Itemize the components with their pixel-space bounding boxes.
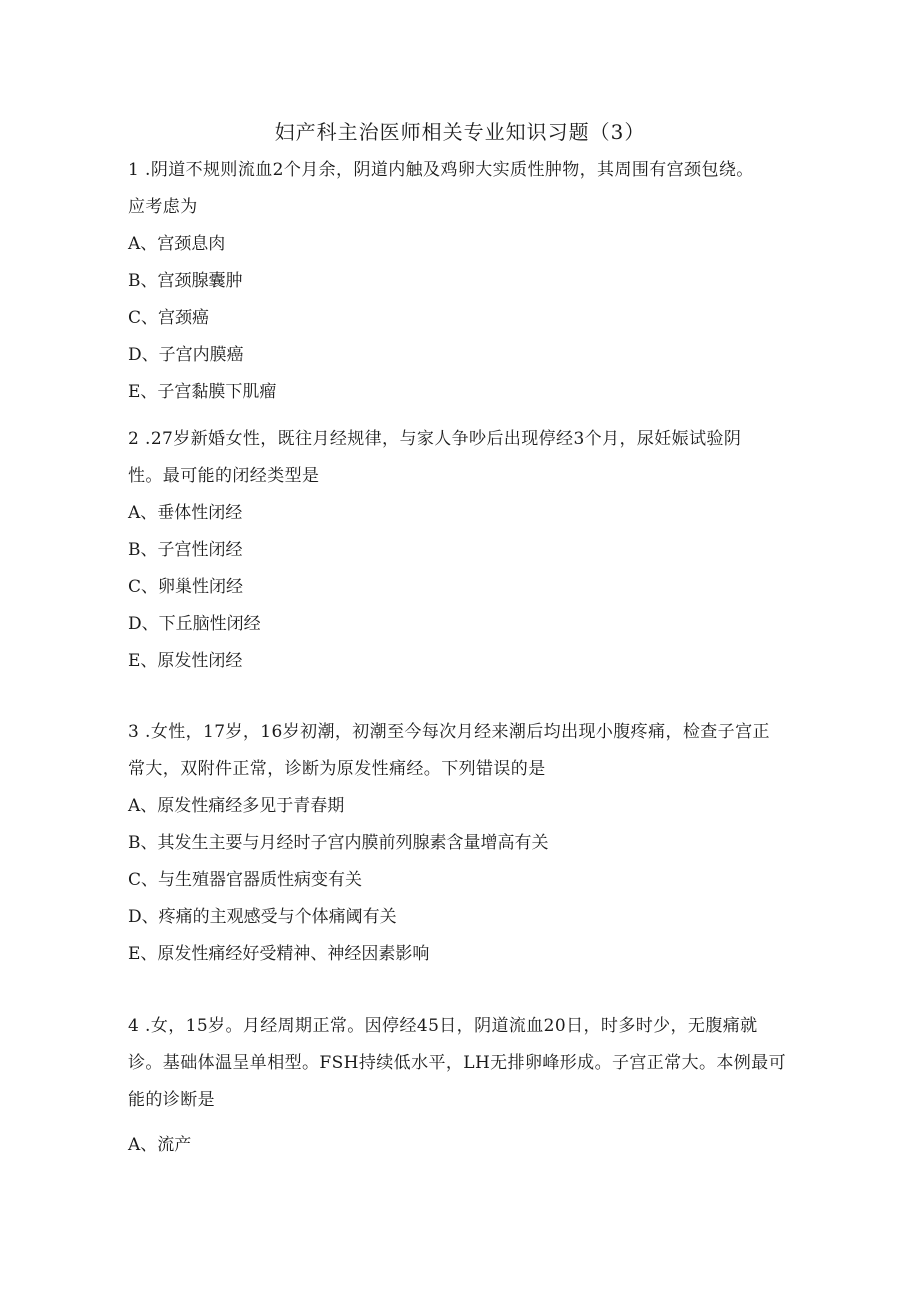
- stem-line: 应考虑为: [128, 197, 198, 217]
- option-d: D、下丘脑性闭经: [128, 614, 261, 634]
- stem-line: 性。最可能的闭经类型是: [128, 466, 320, 486]
- option-d: D、疼痛的主观感受与个体痛阈有关: [128, 907, 397, 927]
- question-stem: [128, 714, 808, 788]
- stem-line: 诊。基础体温呈单相型。FSH持续低水平，LH无排卵峰形成。子宫正常大。本例最可: [128, 1053, 786, 1073]
- option-a: A、宫颈息肉: [128, 234, 226, 254]
- option-b: B、宫颈腺囊肿: [128, 271, 243, 291]
- option-e: E、子宫黏膜下肌瘤: [128, 382, 277, 402]
- option-b: B、子宫性闭经: [128, 540, 243, 560]
- stem-line: 常大，双附件正常，诊断为原发性痛经。下列错误的是: [128, 759, 546, 779]
- stem-line: 能的诊断是: [128, 1090, 215, 1110]
- option-a: A、原发性痛经多见于青春期: [128, 796, 345, 816]
- option-d: D、子宫内膜癌: [128, 345, 244, 365]
- stem-line: 2 .27岁新婚女性，既往月经规律，与家人争吵后出现停经3个月，尿妊娠试验阴: [128, 429, 742, 449]
- question-3: [128, 714, 808, 973]
- option-c: C、与生殖器官器质性病变有关: [128, 870, 363, 890]
- stem-line: 4 .女，15岁。月经周期正常。因停经45日，阴道流血20日，时多时少，无腹痛就: [128, 1016, 758, 1036]
- option-c: C、宫颈癌: [128, 308, 210, 328]
- question-2: [128, 421, 808, 680]
- question-stem: [128, 152, 808, 226]
- question-stem: [128, 1008, 808, 1119]
- stem-line: 1 .阴道不规则流血2个月余，阴道内触及鸡卵大实质性肿物，其周围有宫颈包绕。: [128, 160, 754, 180]
- question-4: [128, 1008, 808, 1164]
- option-a: A、垂体性闭经: [128, 503, 243, 523]
- question-1: [128, 152, 808, 411]
- option-a: A、流产: [128, 1135, 192, 1155]
- stem-line: 3 .女性，17岁，16岁初潮，初潮至今每次月经来潮后均出现小腹疼痛，检查子宫正: [128, 722, 770, 742]
- option-e: E、原发性闭经: [128, 651, 243, 671]
- page-title: 妇产科主治医师相关专业知识习题（3）: [274, 120, 646, 144]
- option-e: E、原发性痛经好受精神、神经因素影响: [128, 944, 430, 964]
- option-c: C、卵巢性闭经: [128, 577, 244, 597]
- option-b: B、其发生主要与月经时子宫内膜前列腺素含量增高有关: [128, 833, 549, 853]
- question-stem: [128, 421, 808, 495]
